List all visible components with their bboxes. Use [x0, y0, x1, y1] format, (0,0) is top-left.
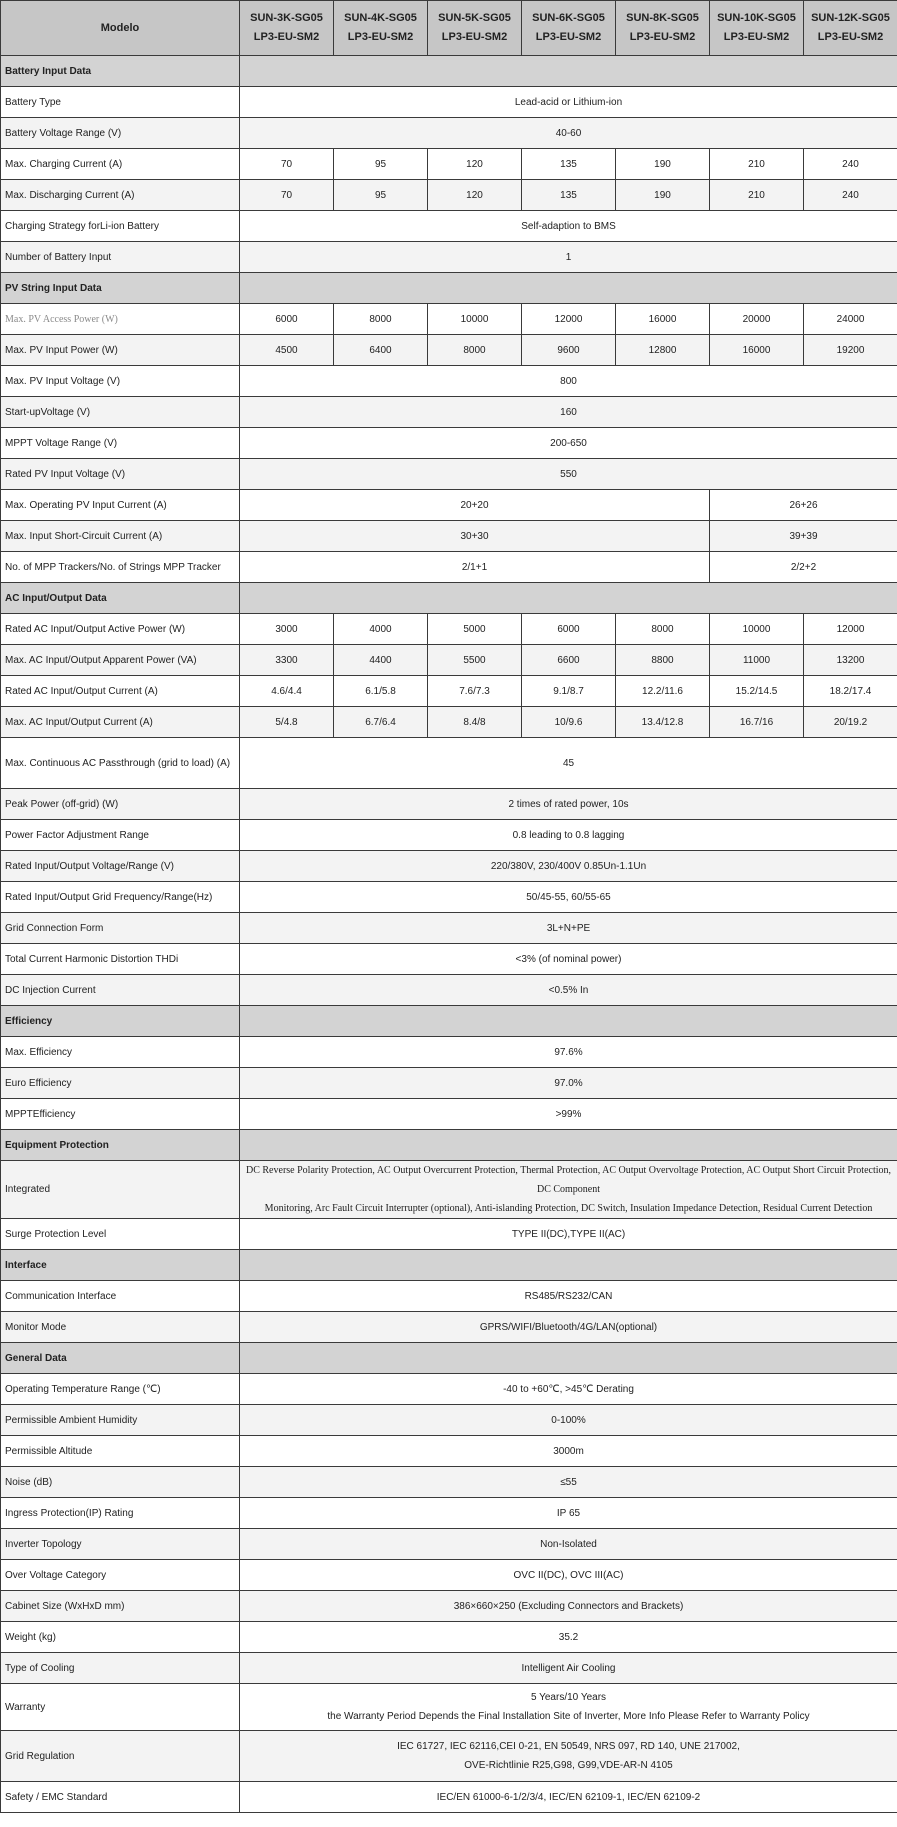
- cell-value: 210: [710, 180, 804, 211]
- row-value: 3000m: [240, 1436, 897, 1467]
- section-title: PV String Input Data: [1, 273, 240, 304]
- row-value: 160: [240, 397, 897, 428]
- table-row: [1, 851, 897, 882]
- cell-value: 3000: [240, 614, 334, 645]
- row-value: 800: [240, 366, 897, 397]
- row-value: 2 times of rated power, 10s: [240, 789, 897, 820]
- model-column: SUN-6K-SG05 LP3-EU-SM2: [522, 1, 616, 56]
- model-column: SUN-5K-SG05 LP3-EU-SM2: [428, 1, 522, 56]
- row-label: Charging Strategy forLi-ion Battery: [1, 211, 240, 242]
- cell-value: 8000: [334, 304, 428, 335]
- row-value: 2/1+1: [240, 552, 710, 583]
- cell-value: 10000: [710, 614, 804, 645]
- row-value: ≤55: [240, 1467, 897, 1498]
- table-row: [1, 1037, 897, 1068]
- row-value: Self-adaption to BMS: [240, 211, 897, 242]
- cell-value: 70: [240, 180, 334, 211]
- cell-value: 12.2/11.6: [616, 676, 710, 707]
- section-title: AC Input/Output Data: [1, 583, 240, 614]
- row-label: Battery Voltage Range (V): [1, 118, 240, 149]
- cell-value: 11000: [710, 645, 804, 676]
- row-value: IP 65: [240, 1498, 897, 1529]
- row-label: MPPTEfficiency: [1, 1099, 240, 1130]
- row-value: >99%: [240, 1099, 897, 1130]
- table-row: [1, 820, 897, 851]
- cell-value: 4000: [334, 614, 428, 645]
- cell-value: 8000: [616, 614, 710, 645]
- table-row: [1, 944, 897, 975]
- table-row: [1, 1560, 897, 1591]
- cell-value: 4500: [240, 335, 334, 366]
- cell-value: 210: [710, 149, 804, 180]
- table-row: [1, 335, 897, 366]
- row-value: 97.0%: [240, 1068, 897, 1099]
- table-row: [1, 882, 897, 913]
- cell-value: 70: [240, 149, 334, 180]
- table-row: [1, 242, 897, 273]
- section-header: [1, 1250, 897, 1281]
- row-label: Operating Temperature Range (℃): [1, 1374, 240, 1405]
- row-label: Max. Efficiency: [1, 1037, 240, 1068]
- cell-value: 8.4/8: [428, 707, 522, 738]
- row-label: Max. Input Short-Circuit Current (A): [1, 521, 240, 552]
- row-label: Communication Interface: [1, 1281, 240, 1312]
- table-row: [1, 87, 897, 118]
- row-value: 386×660×250 (Excluding Connectors and Brackets): [240, 1591, 897, 1622]
- section-header: [1, 1343, 897, 1374]
- table-row: [1, 913, 897, 944]
- row-label: Euro Efficiency: [1, 1068, 240, 1099]
- section-header: [1, 583, 897, 614]
- row-label: Max. Charging Current (A): [1, 149, 240, 180]
- row-value: <0.5% In: [240, 975, 897, 1006]
- row-value: 30+30: [240, 521, 710, 552]
- table-row: [1, 304, 897, 335]
- row-value: 50/45-55, 60/55-65: [240, 882, 897, 913]
- section-title: Battery Input Data: [1, 56, 240, 87]
- cell-value: 5/4.8: [240, 707, 334, 738]
- cell-value: 5500: [428, 645, 522, 676]
- cell-value: 240: [804, 149, 897, 180]
- cell-value: 16000: [710, 335, 804, 366]
- table-row: [1, 459, 897, 490]
- table-row: [1, 552, 897, 583]
- row-value: 0-100%: [240, 1405, 897, 1436]
- table-row: [1, 118, 897, 149]
- row-label: Grid Regulation: [1, 1731, 240, 1782]
- row-value: TYPE II(DC),TYPE II(AC): [240, 1219, 897, 1250]
- section-header: [1, 1130, 897, 1161]
- section-title: Efficiency: [1, 1006, 240, 1037]
- row-value: 5 Years/10 Years the Warranty Period Depends the Final Installation Site of Inverter, More Info Please Refer to Warranty Policy: [240, 1684, 897, 1731]
- row-label: Rated Input/Output Voltage/Range (V): [1, 851, 240, 882]
- row-label: Max. PV Access Power (W): [1, 304, 240, 335]
- table-row: [1, 1653, 897, 1684]
- table-row: [1, 521, 897, 552]
- table-row: [1, 1731, 897, 1782]
- cell-value: 12000: [522, 304, 616, 335]
- row-value: 45: [240, 738, 897, 789]
- model-column: SUN-4K-SG05 LP3-EU-SM2: [334, 1, 428, 56]
- cell-value: 190: [616, 149, 710, 180]
- cell-value: 120: [428, 149, 522, 180]
- row-value: 20+20: [240, 490, 710, 521]
- table-row: [1, 149, 897, 180]
- row-label: Max. AC Input/Output Apparent Power (VA): [1, 645, 240, 676]
- table-row: [1, 1529, 897, 1560]
- row-value: 3L+N+PE: [240, 913, 897, 944]
- table-row: [1, 676, 897, 707]
- row-label: Peak Power (off-grid) (W): [1, 789, 240, 820]
- section-title: Interface: [1, 1250, 240, 1281]
- row-value: 550: [240, 459, 897, 490]
- cell-value: 6.7/6.4: [334, 707, 428, 738]
- cell-value: 10/9.6: [522, 707, 616, 738]
- cell-value: 4.6/4.4: [240, 676, 334, 707]
- cell-value: 5000: [428, 614, 522, 645]
- table-row: [1, 428, 897, 459]
- row-value: 39+39: [710, 521, 897, 552]
- row-label: MPPT Voltage Range (V): [1, 428, 240, 459]
- table-row: [1, 1312, 897, 1343]
- row-label: Permissible Ambient Humidity: [1, 1405, 240, 1436]
- cell-value: 120: [428, 180, 522, 211]
- row-value: 220/380V, 230/400V 0.85Un-1.1Un: [240, 851, 897, 882]
- model-column: SUN-8K-SG05 LP3-EU-SM2: [616, 1, 710, 56]
- cell-value: 6.1/5.8: [334, 676, 428, 707]
- cell-value: 6400: [334, 335, 428, 366]
- row-value: 97.6%: [240, 1037, 897, 1068]
- row-value: 2/2+2: [710, 552, 897, 583]
- table-row: [1, 738, 897, 789]
- table-row: [1, 1161, 897, 1219]
- row-label: Over Voltage Category: [1, 1560, 240, 1591]
- row-label: Inverter Topology: [1, 1529, 240, 1560]
- table-row: [1, 1436, 897, 1467]
- table-row: [1, 1591, 897, 1622]
- row-value: 1: [240, 242, 897, 273]
- row-label: Monitor Mode: [1, 1312, 240, 1343]
- row-label: Max. PV Input Voltage (V): [1, 366, 240, 397]
- cell-value: 16000: [616, 304, 710, 335]
- row-label: Number of Battery Input: [1, 242, 240, 273]
- cell-value: 6000: [240, 304, 334, 335]
- table-row: [1, 366, 897, 397]
- table-row: [1, 645, 897, 676]
- cell-value: 20000: [710, 304, 804, 335]
- row-label: Permissible Altitude: [1, 1436, 240, 1467]
- row-value: GPRS/WIFI/Bluetooth/4G/LAN(optional): [240, 1312, 897, 1343]
- row-label: No. of MPP Trackers/No. of Strings MPP Tracker: [1, 552, 240, 583]
- table-row: [1, 614, 897, 645]
- row-label: Surge Protection Level: [1, 1219, 240, 1250]
- section-header: [1, 273, 897, 304]
- row-label: Rated AC Input/Output Active Power (W): [1, 614, 240, 645]
- row-label: Rated PV Input Voltage (V): [1, 459, 240, 490]
- row-label: Max. PV Input Power (W): [1, 335, 240, 366]
- row-label: Safety / EMC Standard: [1, 1782, 240, 1813]
- row-value: 0.8 leading to 0.8 lagging: [240, 820, 897, 851]
- section-header: [1, 56, 897, 87]
- table-row: [1, 1684, 897, 1731]
- cell-value: 18.2/17.4: [804, 676, 897, 707]
- row-value: IEC/EN 61000-6-1/2/3/4, IEC/EN 62109-1, IEC/EN 62109-2: [240, 1782, 897, 1813]
- row-label: Start-upVoltage (V): [1, 397, 240, 428]
- cell-value: 13.4/12.8: [616, 707, 710, 738]
- cell-value: 15.2/14.5: [710, 676, 804, 707]
- row-label: Max. Continuous AC Passthrough (grid to load) (A): [1, 738, 240, 789]
- model-column: SUN-3K-SG05 LP3-EU-SM2: [240, 1, 334, 56]
- cell-value: 10000: [428, 304, 522, 335]
- cell-value: 8800: [616, 645, 710, 676]
- cell-value: 13200: [804, 645, 897, 676]
- section-title: General Data: [1, 1343, 240, 1374]
- row-value: Non-Isolated: [240, 1529, 897, 1560]
- model-column: SUN-10K-SG05 LP3-EU-SM2: [710, 1, 804, 56]
- row-label: Type of Cooling: [1, 1653, 240, 1684]
- row-value: Lead-acid or Lithium-ion: [240, 87, 897, 118]
- table-row: [1, 1782, 897, 1813]
- section-title: Equipment Protection: [1, 1130, 240, 1161]
- row-label: Weight (kg): [1, 1622, 240, 1653]
- row-value: 200-650: [240, 428, 897, 459]
- table-row: [1, 1622, 897, 1653]
- cell-value: 9.1/8.7: [522, 676, 616, 707]
- row-label: Integrated: [1, 1161, 240, 1219]
- cell-value: 16.7/16: [710, 707, 804, 738]
- table-row: [1, 1281, 897, 1312]
- row-label: DC Injection Current: [1, 975, 240, 1006]
- row-value: Intelligent Air Cooling: [240, 1653, 897, 1684]
- cell-value: 95: [334, 149, 428, 180]
- cell-value: 9600: [522, 335, 616, 366]
- cell-value: 12000: [804, 614, 897, 645]
- row-label: Rated Input/Output Grid Frequency/Range(Hz): [1, 882, 240, 913]
- row-value: <3% (of nominal power): [240, 944, 897, 975]
- table-row: [1, 975, 897, 1006]
- cell-value: 4400: [334, 645, 428, 676]
- cell-value: 20/19.2: [804, 707, 897, 738]
- cell-value: 3300: [240, 645, 334, 676]
- model-label: Modelo: [1, 1, 240, 56]
- row-value: IEC 61727, IEC 62116,CEI 0-21, EN 50549, NRS 097, RD 140, UNE 217002, OVE-Richtlinie R25,G98, G99,VDE-AR-N 4105: [240, 1731, 897, 1782]
- section-header: [1, 1006, 897, 1037]
- cell-value: 8000: [428, 335, 522, 366]
- cell-value: 19200: [804, 335, 897, 366]
- row-value: 26+26: [710, 490, 897, 521]
- row-label: Warranty: [1, 1684, 240, 1731]
- row-label: Total Current Harmonic Distortion THDi: [1, 944, 240, 975]
- table-row: [1, 1099, 897, 1130]
- table-row: [1, 1068, 897, 1099]
- table-row: [1, 1219, 897, 1250]
- table-row: [1, 789, 897, 820]
- row-value: 40-60: [240, 118, 897, 149]
- row-label: Max. Discharging Current (A): [1, 180, 240, 211]
- table-row: [1, 707, 897, 738]
- row-label: Grid Connection Form: [1, 913, 240, 944]
- cell-value: 6000: [522, 614, 616, 645]
- table-row: [1, 1498, 897, 1529]
- row-value: -40 to +60℃, >45℃ Derating: [240, 1374, 897, 1405]
- cell-value: 135: [522, 149, 616, 180]
- table-row: [1, 1405, 897, 1436]
- row-label: Cabinet Size (WxHxD mm): [1, 1591, 240, 1622]
- row-label: Ingress Protection(IP) Rating: [1, 1498, 240, 1529]
- row-value: RS485/RS232/CAN: [240, 1281, 897, 1312]
- row-label: Battery Type: [1, 87, 240, 118]
- table-row: [1, 490, 897, 521]
- cell-value: 6600: [522, 645, 616, 676]
- row-value: OVC II(DC), OVC III(AC): [240, 1560, 897, 1591]
- row-value: DC Reverse Polarity Protection, AC Output Overcurrent Protection, Thermal Protection, AC Output Overvoltage Protection, AC Output Short Circuit Protection, DC Component Monitoring, Arc Fault Circuit Interrupter (optional), Anti-islanding Protection, DC Switch, Insulation Impedance Detection, Residual Current Detection: [240, 1161, 897, 1219]
- cell-value: 95: [334, 180, 428, 211]
- cell-value: 135: [522, 180, 616, 211]
- cell-value: 7.6/7.3: [428, 676, 522, 707]
- cell-value: 12800: [616, 335, 710, 366]
- row-label: Noise (dB): [1, 1467, 240, 1498]
- row-label: Rated AC Input/Output Current (A): [1, 676, 240, 707]
- row-label: Max. Operating PV Input Current (A): [1, 490, 240, 521]
- table-row: [1, 211, 897, 242]
- table-row: [1, 1374, 897, 1405]
- table-row: [1, 180, 897, 211]
- model-column: SUN-12K-SG05 LP3-EU-SM2: [804, 1, 897, 56]
- cell-value: 190: [616, 180, 710, 211]
- row-label: Max. AC Input/Output Current (A): [1, 707, 240, 738]
- table-row: [1, 397, 897, 428]
- table-row: [1, 1467, 897, 1498]
- row-value: 35.2: [240, 1622, 897, 1653]
- cell-value: 24000: [804, 304, 897, 335]
- header-row: [1, 1, 897, 56]
- cell-value: 240: [804, 180, 897, 211]
- row-label: Power Factor Adjustment Range: [1, 820, 240, 851]
